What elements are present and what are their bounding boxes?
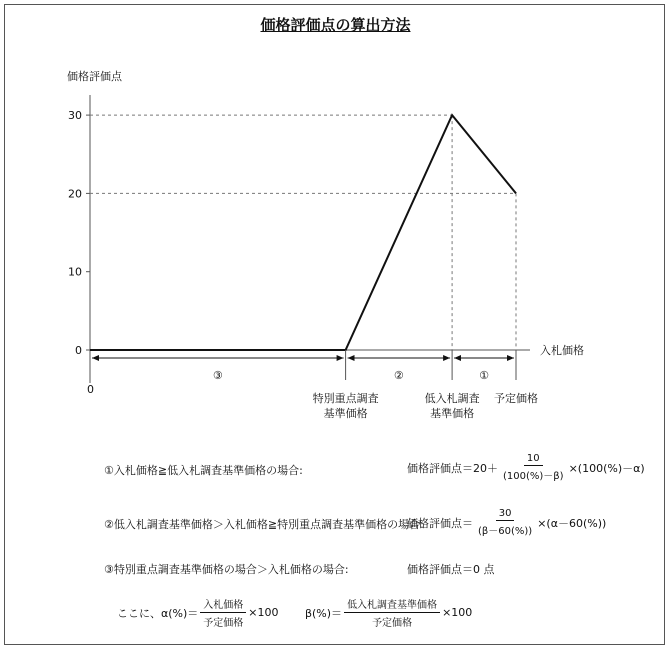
y-tick-label: 30 [68, 109, 82, 123]
marker-label: 基準価格 [323, 407, 368, 420]
formula-2-denominator: (β－60(%)) [478, 526, 533, 537]
formula-2 [407, 508, 606, 537]
x-axis-label: 入札価格 [540, 344, 584, 357]
zone-label: ② [393, 369, 404, 382]
zone-label: ③ [212, 369, 223, 382]
alpha-numerator: 入札価格 [200, 596, 246, 613]
beta-fraction [344, 596, 440, 629]
marker-label: 基準価格 [430, 407, 475, 420]
y-tick-label: 0 [75, 344, 82, 357]
beta-lhs: β(%)＝ [305, 606, 343, 620]
alpha-rhs: ×100 [248, 606, 279, 619]
beta-definition [305, 596, 472, 629]
zone-label: ① [479, 369, 489, 382]
marker-label: 低入札調査 [424, 392, 480, 405]
beta-numerator: 低入札調査基準価格 [344, 596, 440, 613]
beta-rhs: ×100 [442, 606, 473, 619]
alpha-lhs: ここに、α(%)＝ [117, 606, 199, 620]
formula-1 [407, 453, 645, 482]
formula-1-condition: ①入札価格≧低入札調査基準価格の場合: [104, 464, 303, 477]
y-tick-label: 10 [68, 265, 82, 279]
marker-label: 特別重点調査 [312, 392, 379, 405]
formula-2-fraction [475, 508, 535, 537]
alpha-definition [117, 596, 279, 629]
formula-2-rhs: ×(α－60(%)) [537, 516, 607, 530]
marker-label: 予定価格 [494, 392, 538, 405]
title-text: 価格評価点の算出方法 [260, 16, 411, 34]
formula-1-rhs: ×(100(%)－α) [568, 461, 645, 475]
alpha-denominator: 予定価格 [203, 618, 244, 629]
y-tick-label: 20 [68, 187, 82, 201]
y-axis-label: 価格評価点 [67, 70, 122, 83]
formula-1-denominator: (100(%)－β) [503, 471, 564, 482]
formula-1-lhs: 価格評価点＝20＋ [407, 461, 498, 475]
alpha-fraction [200, 596, 246, 629]
formula-1-numerator: 10 [524, 453, 543, 466]
beta-denominator: 予定価格 [372, 618, 413, 629]
formula-1-fraction [500, 453, 567, 482]
formula-3-condition: ③特別重点調査基準価格の場合＞入札価格の場合: [104, 563, 349, 576]
formula-3: 価格評価点＝0 点 [407, 563, 495, 576]
formula-2-lhs: 価格評価点＝ [407, 516, 473, 530]
x-origin-label: 0 [87, 383, 94, 396]
formula-2-numerator: 30 [496, 508, 515, 521]
formula-2-condition: ②低入札調査基準価格＞入札価格≧特別重点調査基準価格の場合: [104, 518, 424, 531]
